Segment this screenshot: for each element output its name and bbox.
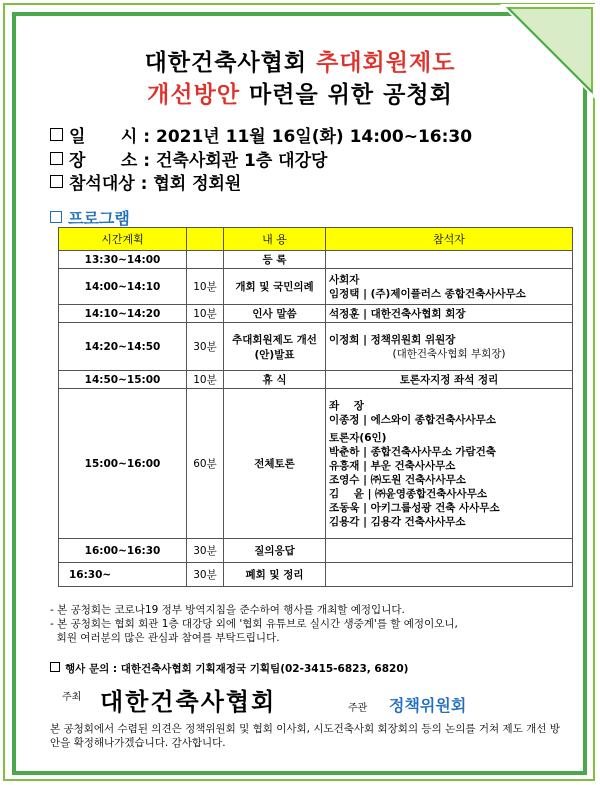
table-row: 15:00~16:00 60분 전체토론 좌 장 이종정 | 에스와이 종합건축사사무소 토론자(6인) 박춘하 | 종합건축사사무소 가람건축 유흥재 | 부운 건축사사무소 조영수 | ㈜도원 건축사사무소 김 윤 | ㈜윤영종합건축사사무소 조동욱 | 아키그룹성광 건축 사사무소 김용각 | 김용각 건축사사무소 — [59, 389, 573, 539]
table-header-row — [59, 228, 573, 251]
table-row: 14:20~14:50 30분 추대회원제도 개선(안)발표 이정희 | 정책위원회 위원장 (대한건축사협회 부회장) — [59, 323, 573, 371]
notes: - 본 공청회는 코로나19 정부 방역지침을 준수하여 행사를 개최할 예정입니다. - 본 공청회는 협회 회관 1층 대강당 외에 '협회 유튜브로 실시간 생중계'를 할 예정이오니, 회원 여러분의 많은 관심과 참여를 부탁드립니다. — [50, 604, 458, 644]
host-org: 대한건축사협회 — [100, 688, 277, 716]
checkbox-icon — [50, 152, 63, 165]
checkbox-icon — [50, 175, 63, 188]
info-place: 장 소 : 건축사회관 1층 대강당 — [50, 146, 327, 171]
header-time: 시간계획 — [59, 228, 187, 251]
program-heading: 프로그램 — [50, 206, 130, 229]
table-row: 14:00~14:10 10분 개회 및 국민의례 사회자 임정택 | (주)제이플러스 종합건축사사무소 — [59, 269, 573, 305]
header-minutes — [187, 228, 224, 251]
info-attendees: 참석대상 : 협회 정회원 — [50, 169, 241, 194]
info-date: 일 시 : 2021년 11월 16일(화) 14:00~16:30 — [50, 122, 472, 147]
contact-info: 행사 문의 : 대한건축사협회 기획재정국 기획팀(02-3415-6823, 6820) — [50, 661, 408, 676]
checkbox-icon — [50, 211, 62, 223]
title-line-2: 개선방안 마련을 위한 공청회 — [147, 82, 453, 108]
checkbox-icon — [50, 128, 63, 141]
closing-text: 본 공청회에서 수렴된 의견은 정책위원회 및 협회 이사회, 시도건축사회 회장회의 등의 논의를 거쳐 제도 개선 방안을 확정해나가겠습니다. 감사합니다. — [50, 723, 560, 749]
header-participants: 참석자 — [326, 228, 573, 251]
organizer-label: 주관 — [348, 703, 368, 714]
title-line-1: 대한건축사협회 추대회원제도 — [144, 50, 456, 76]
host-label: 주최 — [62, 692, 82, 703]
organizer-org: 정책위원회 — [389, 696, 467, 715]
table-row: 13:30~14:00 등 록 — [59, 251, 573, 269]
header-content: 내 용 — [224, 228, 326, 251]
table-row: 14:50~15:00 10분 휴 식 토론자지정 좌석 정리 — [59, 371, 573, 389]
table-row: 16:30~ 30분 폐회 및 정리 — [59, 563, 573, 587]
checkbox-icon — [50, 662, 60, 672]
table-row: 16:00~16:30 30분 질의응답 — [59, 539, 573, 563]
program-table — [58, 227, 573, 587]
table-row: 14:10~14:20 10분 인사 말씀 석정훈 | 대한건축사협회 회장 — [59, 305, 573, 323]
